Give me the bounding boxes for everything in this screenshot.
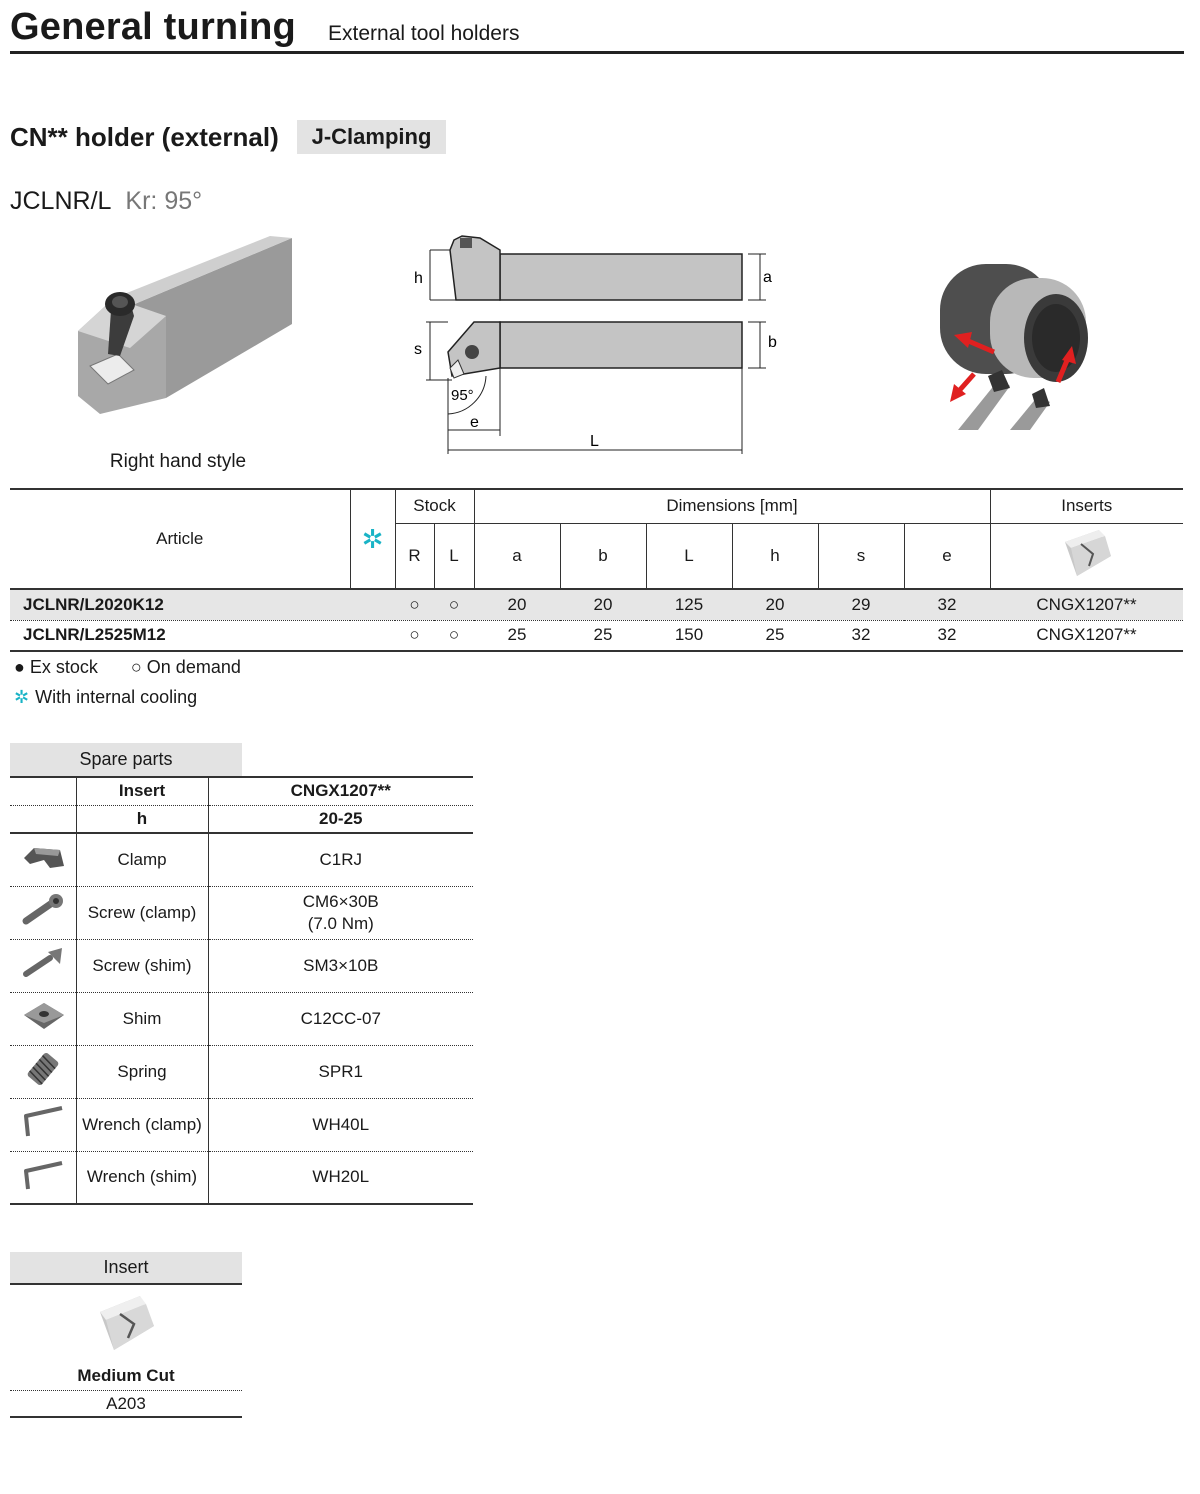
header-stock: Stock (395, 489, 474, 523)
section-title: CN** holder (external) (10, 122, 279, 152)
dim-h-cell: 20 (732, 589, 818, 620)
spare-part-row (10, 1045, 473, 1098)
insert-icon (1059, 526, 1115, 580)
spare-parts-title: Spare parts (10, 743, 242, 776)
diagram-label-h: h (414, 270, 423, 287)
spare-part-value: C12CC-07 (208, 992, 473, 1045)
header-dim-a: a (474, 523, 560, 589)
article-cell: JCLNR/L2525M12 (10, 620, 350, 651)
diagram-label-e: e (470, 414, 479, 431)
page-header (10, 2, 1184, 54)
insert-image (94, 1292, 158, 1359)
shim-icon (20, 999, 66, 1033)
spare-part-row (10, 992, 473, 1045)
spare-part-value: C1RJ (208, 833, 473, 886)
dim-b-cell: 20 (560, 589, 646, 620)
spare-part-row (10, 939, 473, 992)
cooling-legend-icon: ✲ (14, 687, 30, 707)
dim-e-cell: 32 (904, 620, 990, 651)
insert-grade: A203 (10, 1394, 242, 1418)
header-insert-image (990, 523, 1183, 589)
page-subtitle: External tool holders (328, 22, 520, 45)
dim-L-cell: 150 (646, 620, 732, 651)
header-dim-L: L (646, 523, 732, 589)
clamping-badge: J-Clamping (297, 120, 446, 154)
spare-h-value: 20-25 (208, 805, 473, 833)
spare-part-row (10, 886, 473, 939)
stock-legend (14, 657, 269, 678)
spare-part-value: WH40L (208, 1098, 473, 1151)
spring-icon (20, 1050, 66, 1088)
spare-part-torque: (7.0 Nm) (307, 913, 374, 933)
spare-part-row (10, 1098, 473, 1151)
screw-icon (20, 893, 66, 927)
stock-r-cell: ○ (395, 589, 434, 620)
screw-icon (20, 946, 66, 980)
stock-l-cell: ○ (434, 620, 474, 651)
spare-parts-table (10, 776, 473, 1205)
cooling-icon: ✲ (361, 523, 384, 554)
insert-cell: CNGX1207** (990, 620, 1183, 651)
stock-r-cell: ○ (395, 620, 434, 651)
diagram-label-b: b (768, 334, 777, 351)
header-article: Article (156, 529, 204, 548)
dimension-diagram (400, 228, 780, 465)
dim-b-cell: 25 (560, 620, 646, 651)
insert-box-title: Insert (10, 1252, 242, 1285)
spare-part-value: SM3×10B (208, 939, 473, 992)
header-dim-b: b (560, 523, 646, 589)
spare-part-name: Wrench (shim) (76, 1151, 208, 1204)
spare-part-name: Spring (76, 1045, 208, 1098)
dim-L-cell: 125 (646, 589, 732, 620)
cooling-legend (14, 687, 197, 708)
image-caption: Right hand style (109, 451, 247, 472)
spare-h-label: h (76, 805, 208, 833)
spare-part-value: CM6×30B (302, 891, 379, 911)
spare-part-row (10, 833, 473, 886)
legend-on-demand: ○ On demand (130, 657, 241, 677)
header-cooling (350, 489, 395, 589)
legend-cooling-text: With internal cooling (35, 687, 198, 707)
diagram-label-s: s (414, 341, 422, 358)
spare-part-name: Clamp (76, 833, 208, 886)
model-line (10, 187, 202, 216)
spare-insert-value: CNGX1207** (208, 777, 473, 805)
wrench-icon (20, 1157, 66, 1193)
spare-part-value: SPR1 (208, 1045, 473, 1098)
product-table (10, 488, 1183, 652)
diagram-label-angle: 95° (451, 387, 474, 404)
header-inserts: Inserts (990, 489, 1183, 523)
legend-ex-stock: ● Ex stock (14, 657, 98, 677)
spare-part-name: Wrench (clamp) (76, 1098, 208, 1151)
article-cell: JCLNR/L2020K12 (10, 589, 350, 620)
dim-s-cell: 32 (818, 620, 904, 651)
spare-part-name: Screw (shim) (76, 939, 208, 992)
dim-h-cell: 25 (732, 620, 818, 651)
diagram-label-a: a (763, 269, 772, 286)
internal-cooling-image (930, 258, 1100, 435)
header-dimensions: Dimensions [mm] (474, 489, 990, 523)
spare-part-name: Shim (76, 992, 208, 1045)
insert-cell: CNGX1207** (990, 589, 1183, 620)
insert-cut-type: Medium Cut (10, 1366, 242, 1391)
spare-insert-label: Insert (76, 777, 208, 805)
dim-e-cell: 32 (904, 589, 990, 620)
header-stock-r: R (395, 523, 434, 589)
spare-part-value: WH20L (208, 1151, 473, 1204)
table-row (10, 589, 1183, 620)
spare-part-row (10, 1151, 473, 1204)
dim-a-cell: 20 (474, 589, 560, 620)
wrench-icon (20, 1104, 66, 1140)
header-dim-h: h (732, 523, 818, 589)
header-stock-l: L (434, 523, 474, 589)
model-kr: Kr: 95° (125, 187, 203, 215)
dim-a-cell: 25 (474, 620, 560, 651)
stock-l-cell: ○ (434, 589, 474, 620)
table-row (10, 620, 1183, 651)
clamp-icon (20, 842, 66, 872)
page-title: General turning (10, 6, 296, 48)
diagram-label-L: L (590, 433, 599, 450)
model-name: JCLNR/L (10, 187, 112, 215)
spare-part-name: Screw (clamp) (76, 886, 208, 939)
dim-s-cell: 29 (818, 589, 904, 620)
header-dim-s: s (818, 523, 904, 589)
header-dim-e: e (904, 523, 990, 589)
tool-holder-image (70, 236, 300, 426)
